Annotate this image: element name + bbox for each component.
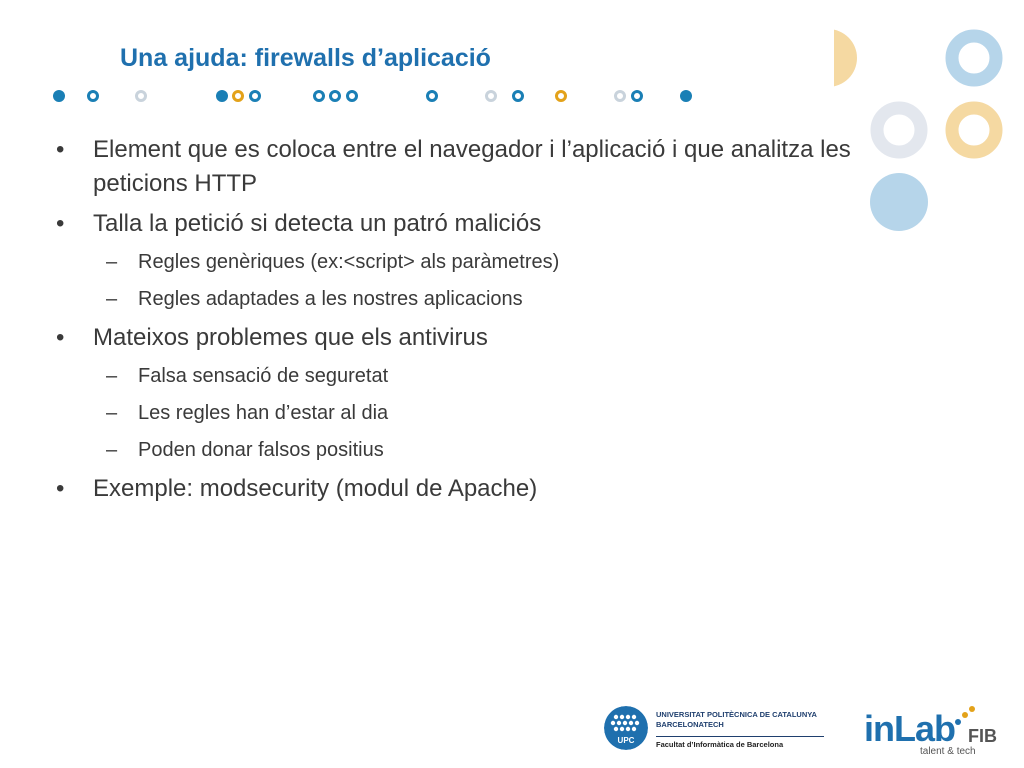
inlab-word: inLab [864,708,955,749]
ring-icon [557,92,566,101]
ring-icon [487,92,496,101]
ring-icon [616,92,625,101]
sub-item [56,398,856,428]
dot-icon [680,90,692,102]
upc-name-line1: UNIVERSITAT POLITÈCNICA DE CATALUNYA [656,710,817,719]
sub-item-text: Falsa sensació de seguretat [138,365,389,387]
ring-icon [952,108,996,152]
slide-body [56,133,856,512]
ring-icon [428,92,437,101]
circle-icon [870,173,928,231]
upc-faculty: Facultat d’Informàtica de Barcelona [656,740,784,749]
circle-icon [834,29,857,87]
bullet-icon: • [56,324,65,351]
sub-item-text: Regles genèriques (ex:<script> als paràmetres) [138,251,560,273]
bullet-icon: • [56,136,65,163]
dash-icon: – [106,288,118,310]
inlab-logo [864,702,1014,762]
dash-icon: – [106,365,118,387]
decorative-circles [834,0,1024,260]
ring-icon [315,92,324,101]
sub-item-text: Regles adaptades a les nostres aplicacions [138,288,523,310]
inlab-tagline: talent & tech [920,746,976,757]
bullet-item [56,133,856,201]
decorative-dot-row [0,0,760,120]
ring-icon [952,36,996,80]
dash-icon: – [106,251,118,273]
dot-icon [53,90,65,102]
ring-icon [331,92,340,101]
upc-name [656,710,817,730]
ring-icon [348,92,357,101]
upc-mark-icon [604,706,648,750]
bullet-item [56,321,856,355]
ring-icon [877,108,921,152]
slide-title: Una ajuda: firewalls d’aplicació [120,44,491,72]
ring-icon [234,92,243,101]
bullet-text: Mateixos problemes que els antivirus [93,324,488,351]
upc-mark-text: UPC [617,736,635,745]
ring-icon [89,92,98,101]
upc-logo [604,706,844,756]
bullet-icon: • [56,210,65,237]
fib-word: FIB [968,726,997,746]
ring-icon [251,92,260,101]
bullet-text: Talla la petició si detecta un patró maliciós [93,210,542,237]
bullet-text: Exemple: modsecurity (modul de Apache) [93,475,538,502]
bullet-text: Element que es coloca entre el navegador i l’aplicació i que analitza les peticions HTTP [93,136,851,197]
bullet-icon: • [56,475,65,502]
inlab-dots-icon [948,704,978,728]
ring-icon [514,92,523,101]
dash-icon: – [106,402,118,424]
sub-item-text: Les regles han d’estar al dia [138,402,389,424]
upc-divider [656,736,824,737]
dot-icon [216,90,228,102]
dash-icon: – [106,439,118,461]
sub-item [56,284,856,314]
sub-item-text: Poden donar falsos positius [138,439,384,461]
bullet-item [56,472,856,506]
bullet-item [56,207,856,241]
sub-item [56,435,856,465]
upc-name-line2: BARCELONATECH [656,720,724,729]
ring-icon [137,92,146,101]
ring-icon [633,92,642,101]
sub-item [56,361,856,391]
sub-item [56,247,856,277]
